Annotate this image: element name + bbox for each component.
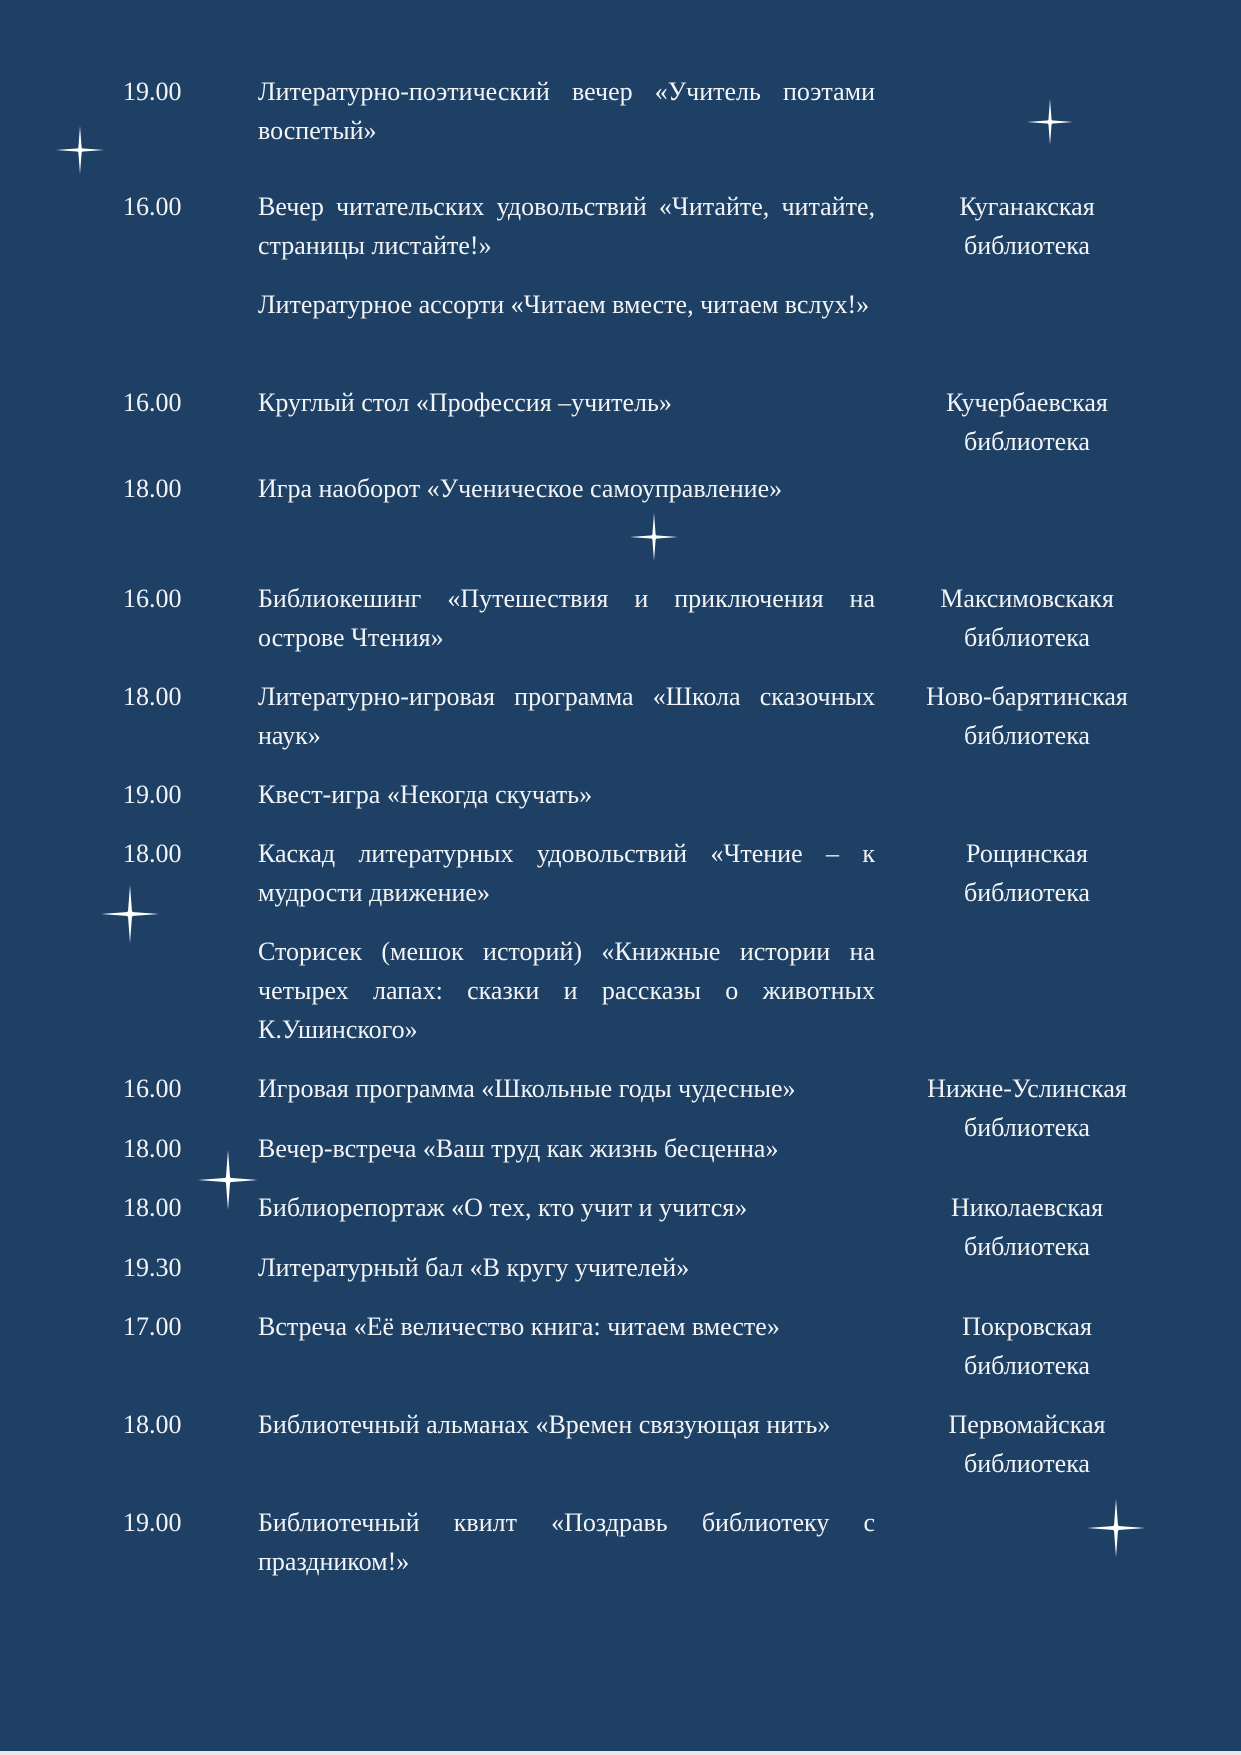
event-title: Квест-игра «Некогда скучать» (258, 780, 593, 809)
library-name: Рощинская библиотека (964, 839, 1090, 907)
event-time: 16.00 (123, 1074, 182, 1103)
event-time: 18.00 (123, 682, 182, 711)
event-time: 18.00 (123, 1134, 182, 1163)
event-time: 19.00 (123, 77, 182, 106)
event-time: 18.00 (123, 1410, 182, 1439)
event-time: 16.00 (123, 584, 182, 613)
event-title: Круглый стол «Профессия –учитель» (258, 388, 672, 417)
library-name: Покровская библиотека (962, 1312, 1092, 1380)
event-time: 18.00 (123, 839, 182, 868)
event-title: Литературное ассорти «Читаем вместе, читаем вслух!» (258, 290, 870, 319)
event-title: Библиотечный квилт «Поздравь библиотеку с праздником!» (258, 1508, 875, 1576)
event-title: Литературно-поэтический вечер «Учитель поэтами воспетый» (258, 77, 875, 145)
event-time: 19.30 (123, 1253, 182, 1282)
event-title: Библиокешинг «Путешествия и приключения на острове Чтения» (258, 584, 875, 652)
event-time: 18.00 (123, 474, 182, 503)
library-name: Куганакская библиотека (959, 192, 1095, 260)
event-title: Игра наоборот «Ученическое самоуправление» (258, 474, 783, 503)
library-name: Кучербаевская библиотека (946, 388, 1108, 456)
event-time: 16.00 (123, 192, 182, 221)
event-title: Игровая программа «Школьные годы чудесные» (258, 1074, 796, 1103)
page-bottom-edge (0, 1751, 1241, 1755)
event-title: Сторисек (мешок историй) «Книжные истории на четырех лапах: сказки и рассказы о животных К.Ушинского» (258, 937, 875, 1044)
event-title: Литературно-игровая программа «Школа сказочных наук» (258, 682, 875, 750)
event-title: Вечер-встреча «Ваш труд как жизнь бесценна» (258, 1134, 779, 1163)
event-title: Каскад литературных удовольствий «Чтение – к мудрости движение» (258, 839, 875, 907)
library-name: Максимовскакя библиотека (940, 584, 1114, 652)
event-title: Библиорепортаж «О тех, кто учит и учится» (258, 1193, 748, 1222)
event-time: 19.00 (123, 780, 182, 809)
library-name: Первомайская библиотека (948, 1410, 1106, 1478)
library-name: Николаевская библиотека (950, 1193, 1104, 1261)
event-time: 16.00 (123, 388, 182, 417)
event-time: 17.00 (123, 1312, 182, 1341)
sparkle-icon (56, 126, 104, 174)
event-title: Библиотечный альманах «Времен связующая нить» (258, 1410, 831, 1439)
library-name: Ново-барятинская библиотека (926, 682, 1128, 750)
event-time: 19.00 (123, 1508, 182, 1537)
library-name: Нижне-Услинская библиотека (927, 1074, 1127, 1142)
event-title: Вечер читательских удовольствий «Читайте, читайте, страницы листайте!» (258, 192, 875, 260)
event-time: 18.00 (123, 1193, 182, 1222)
event-title: Литературный бал «В кругу учителей» (258, 1253, 690, 1282)
event-title: Встреча «Её величество книга: читаем вместе» (258, 1312, 780, 1341)
sparkle-icon (1087, 1499, 1145, 1557)
sparkle-icon (1027, 99, 1073, 145)
sparkle-icon (101, 885, 159, 943)
sparkle-icon (198, 1150, 258, 1210)
sparkle-icon (630, 513, 678, 561)
